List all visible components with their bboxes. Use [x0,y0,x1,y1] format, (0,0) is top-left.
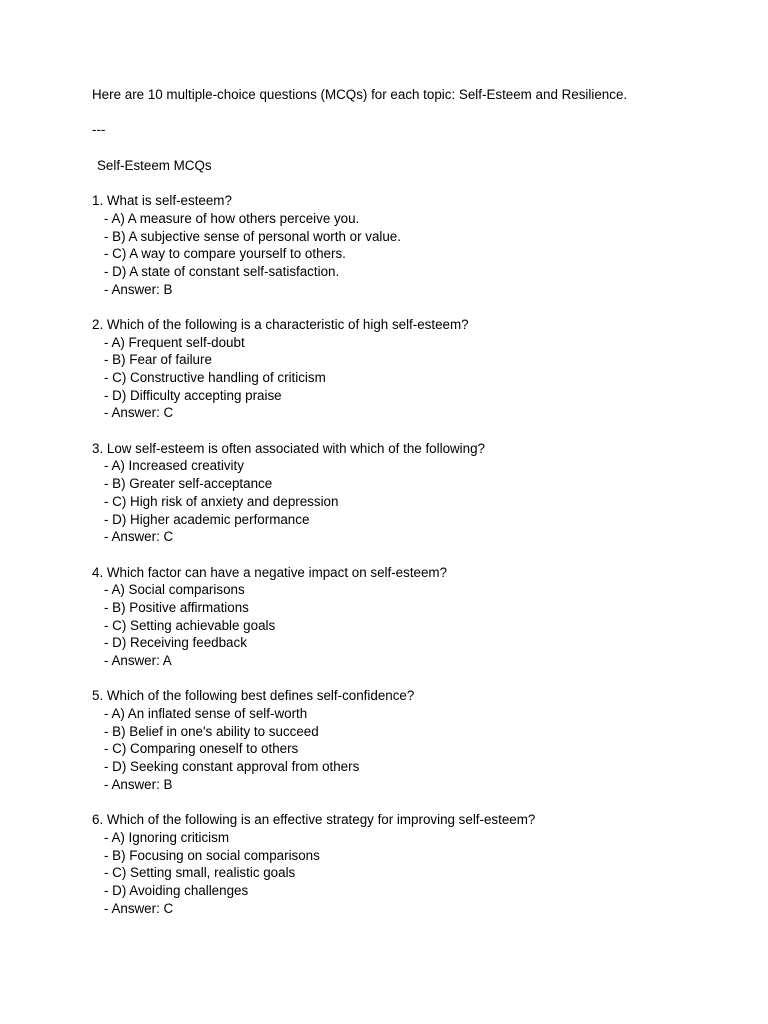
option-text: - D) A state of constant self-satisfaction. [104,263,340,279]
question-text: 3. Low self-esteem is often associated with which of the following? [92,440,485,456]
answer-text: - Answer: B [104,776,173,792]
question-block [92,192,752,316]
option-text: - C) A way to compare yourself to others. [104,246,346,262]
question-block [92,687,752,811]
option-text: - C) Setting small, realistic goals [104,865,296,881]
question-block [92,316,752,440]
option-text: - C) Setting achievable goals [104,617,276,633]
question-list [92,192,752,917]
option-text: - B) A subjective sense of personal worth or value. [104,228,401,244]
answer-text: - Answer: C [104,900,174,916]
option-text: - B) Fear of failure [104,352,212,368]
option-text: - D) Avoiding challenges [104,882,249,898]
option-text: - B) Positive affirmations [104,599,249,615]
answer-text: - Answer: C [104,529,174,545]
option-text: - C) Comparing oneself to others [104,741,299,757]
option-text: - B) Focusing on social comparisons [104,847,320,863]
answer-text: - Answer: C [104,405,174,421]
question-block [92,564,752,688]
answer-text: - Answer: B [104,281,173,297]
question-text: 4. Which factor can have a negative impact on self-esteem? [92,564,448,580]
document-page [92,86,752,917]
option-text: - A) Increased creativity [104,458,244,474]
option-text: - C) Constructive handling of criticism [104,370,326,385]
question-text: 6. Which of the following is an effective strategy for improving self-esteem? [92,812,536,828]
option-text: - A) Ignoring criticism [104,829,230,845]
intro-text: Here are 10 multiple-choice questions (MCQs) for each topic: Self-Esteem and Resilience. [92,87,628,102]
separator: --- [92,122,106,138]
option-text: - A) Frequent self-doubt [104,334,245,350]
answer-text: - Answer: A [104,653,172,668]
question-block [92,440,752,564]
option-text: - D) Difficulty accepting praise [104,387,282,403]
option-text: - B) Belief in one's ability to succeed [104,723,319,739]
option-text: - B) Greater self-acceptance [104,476,273,492]
question-text: 2. Which of the following is a characteristic of high self-esteem? [92,316,469,332]
option-text: - A) Social comparisons [104,582,245,598]
question-text: 1. What is self-esteem? [92,193,232,209]
option-text: - A) A measure of how others perceive you. [104,210,360,226]
section-title: Self-Esteem MCQs [97,157,212,173]
question-text: 5. Which of the following best defines self-confidence? [92,688,415,704]
option-text: - D) Receiving feedback [104,635,247,651]
option-text: - D) Seeking constant approval from others [104,759,360,775]
option-text: - C) High risk of anxiety and depression [104,493,339,509]
option-text: - A) An inflated sense of self-worth [104,706,308,722]
question-block [92,811,752,917]
option-text: - D) Higher academic performance [104,511,310,527]
